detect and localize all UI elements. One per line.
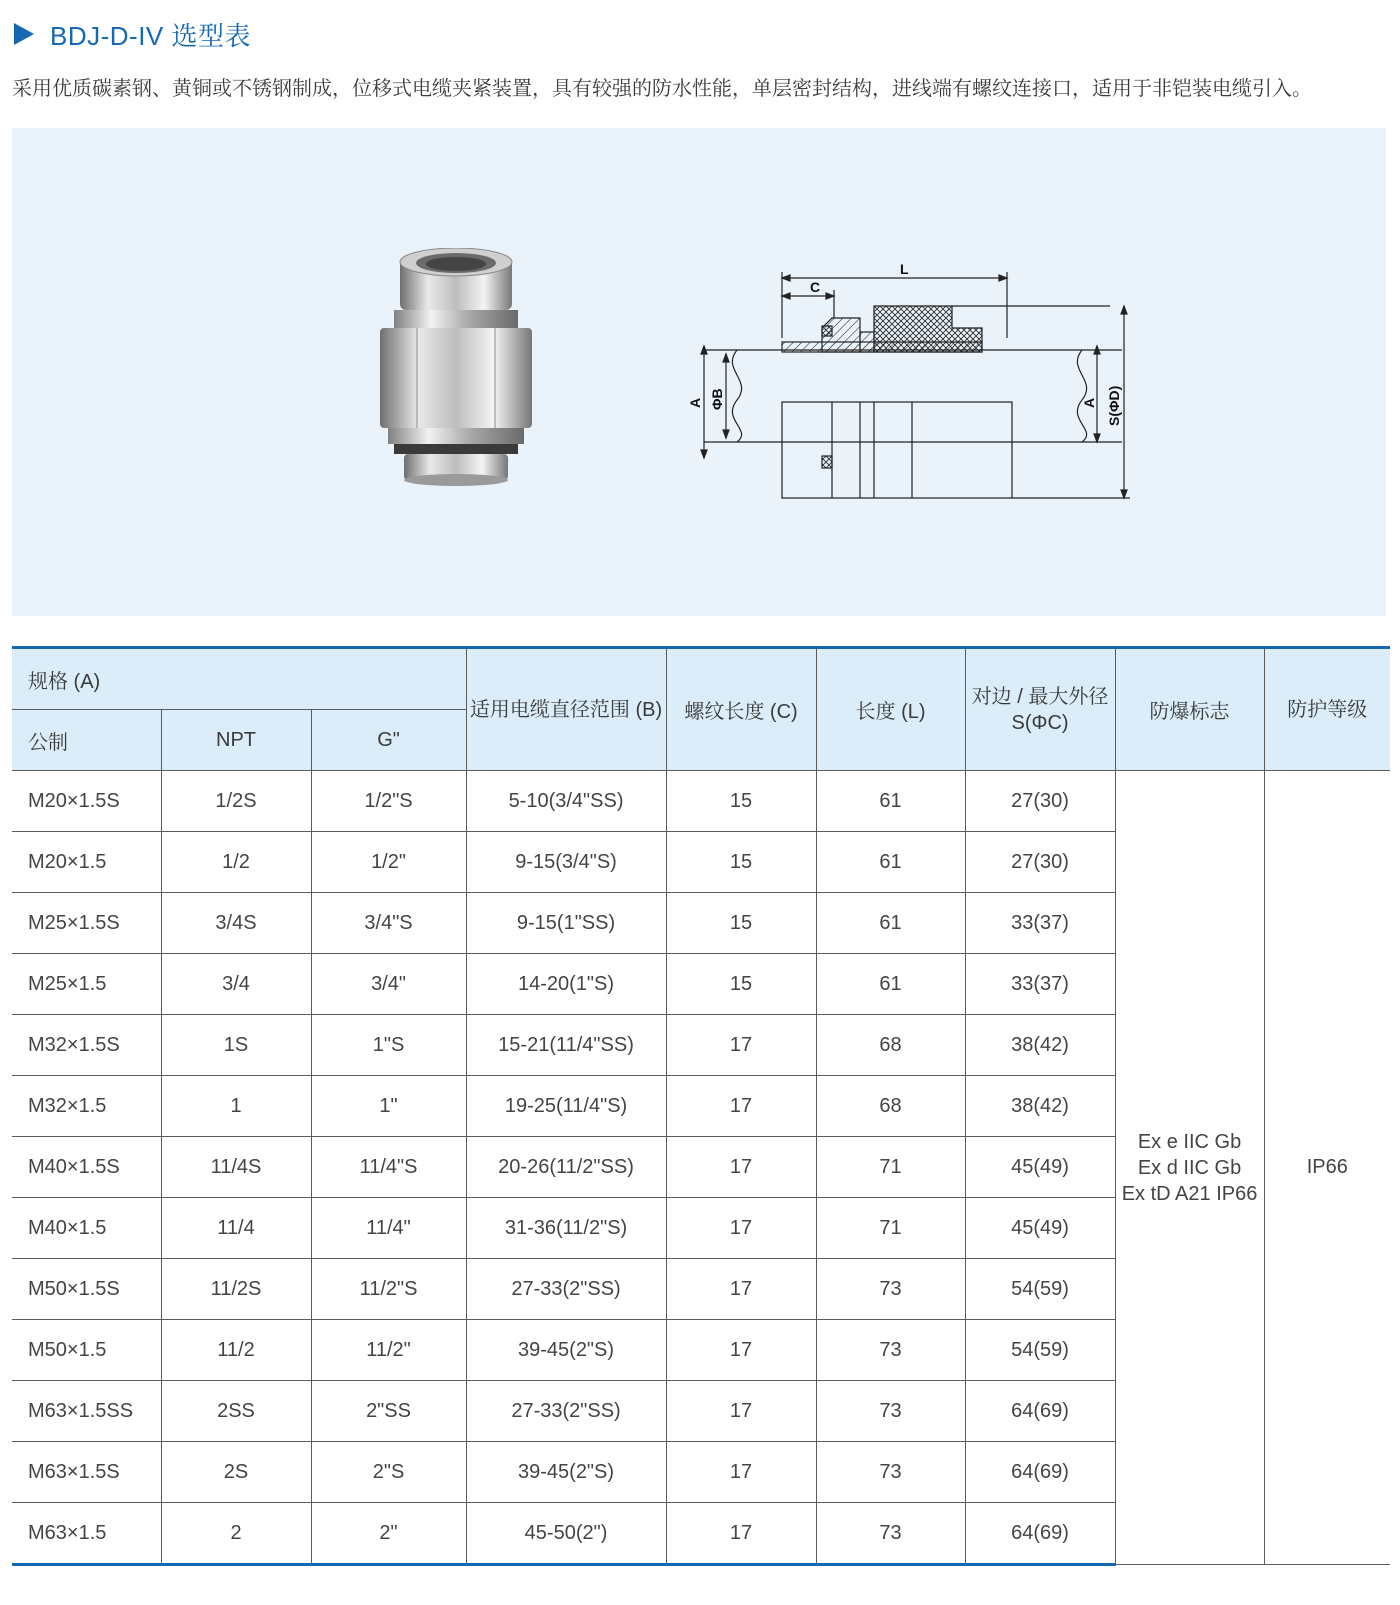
header-spec: 规格 (A) (12, 648, 466, 710)
cell-ex-mark (1115, 771, 1264, 1565)
cell-thread-length: 15 (666, 954, 816, 1015)
cell-across-flats: 64(69) (965, 1442, 1115, 1503)
cell-thread-length: 17 (666, 1015, 816, 1076)
cell-npt: 1S (161, 1015, 311, 1076)
cell-thread-length: 17 (666, 1198, 816, 1259)
product-figure-panel (12, 128, 1386, 616)
cell-across-flats: 33(37) (965, 893, 1115, 954)
label-sd: S(ΦD) (1106, 385, 1122, 426)
cell-length: 73 (816, 1381, 965, 1442)
cable-gland-photo (372, 248, 572, 508)
section-title (14, 14, 251, 54)
cell-g: 1/2"S (311, 771, 466, 832)
cell-across-flats: 33(37) (965, 954, 1115, 1015)
cell-metric: M20×1.5 (12, 832, 161, 893)
page-title: BDJ-D-IV 选型表 (50, 20, 252, 51)
header-metric: 公制 (12, 710, 161, 771)
cell-length: 73 (816, 1320, 965, 1381)
cell-metric: M32×1.5 (12, 1076, 161, 1137)
cell-length: 71 (816, 1137, 965, 1198)
cell-thread-length: 17 (666, 1137, 816, 1198)
cell-thread-length: 15 (666, 771, 816, 832)
cell-across-flats: 45(49) (965, 1137, 1115, 1198)
cell-metric: M63×1.5SS (12, 1381, 161, 1442)
cell-metric: M50×1.5S (12, 1259, 161, 1320)
cell-cable-range: 9-15(1"SS) (466, 893, 666, 954)
table-row (12, 771, 1390, 832)
cell-across-flats: 38(42) (965, 1015, 1115, 1076)
cell-metric: M63×1.5S (12, 1442, 161, 1503)
cell-npt: 3/4 (161, 954, 311, 1015)
cell-across-flats: 54(59) (965, 1259, 1115, 1320)
header-thread-length: 螺纹长度 (C) (666, 648, 816, 771)
technical-drawing (682, 258, 1162, 518)
cell-metric: M40×1.5S (12, 1137, 161, 1198)
cell-across-flats: 45(49) (965, 1198, 1115, 1259)
cell-cable-range: 39-45(2"S) (466, 1320, 666, 1381)
label-phib: ΦB (709, 388, 725, 410)
cell-across-flats: 64(69) (965, 1503, 1115, 1565)
cell-g: 3/4"S (311, 893, 466, 954)
cell-npt: 11/4 (161, 1198, 311, 1259)
cell-g: 11/4"S (311, 1137, 466, 1198)
cell-cable-range: 20-26(11/2"SS) (466, 1137, 666, 1198)
cell-g: 1" (311, 1076, 466, 1137)
cell-length: 73 (816, 1442, 965, 1503)
cell-metric: M20×1.5S (12, 771, 161, 832)
cell-g: 3/4" (311, 954, 466, 1015)
label-l: L (900, 261, 909, 277)
cell-length: 61 (816, 771, 965, 832)
cell-metric: M25×1.5 (12, 954, 161, 1015)
selection-table (12, 646, 1390, 1566)
cell-thread-length: 17 (666, 1503, 816, 1565)
ex-mark-line: Ex d IIC Gb (1137, 1156, 1242, 1179)
cell-cable-range: 15-21(11/4"SS) (466, 1015, 666, 1076)
cell-length: 61 (816, 893, 965, 954)
header-across-flats: 对边 / 最大外径 S(ΦC) (965, 648, 1115, 771)
cell-thread-length: 17 (666, 1076, 816, 1137)
cell-cable-range: 39-45(2"S) (466, 1442, 666, 1503)
cell-npt: 11/2S (161, 1259, 311, 1320)
cell-length: 73 (816, 1503, 965, 1565)
cell-thread-length: 15 (666, 893, 816, 954)
header-ex-mark: 防爆标志 (1115, 648, 1264, 771)
cell-g: 1/2" (311, 832, 466, 893)
cell-npt: 2SS (161, 1381, 311, 1442)
cell-length: 68 (816, 1015, 965, 1076)
cell-npt: 11/2 (161, 1320, 311, 1381)
cell-across-flats: 38(42) (965, 1076, 1115, 1137)
ex-mark-line: Ex tD A21 IP66 (1121, 1182, 1258, 1205)
cell-g: 2"SS (311, 1381, 466, 1442)
cell-thread-length: 15 (666, 832, 816, 893)
cell-across-flats: 27(30) (965, 832, 1115, 893)
cell-across-flats: 64(69) (965, 1381, 1115, 1442)
cell-length: 73 (816, 1259, 965, 1320)
cell-length: 61 (816, 954, 965, 1015)
header-cable-range: 适用电缆直径范围 (B) (466, 648, 666, 771)
cell-thread-length: 17 (666, 1259, 816, 1320)
cell-thread-length: 17 (666, 1381, 816, 1442)
cell-g: 11/2" (311, 1320, 466, 1381)
cell-metric: M63×1.5 (12, 1503, 161, 1565)
header-length: 长度 (L) (816, 648, 965, 771)
header-g: G" (311, 710, 466, 771)
cell-across-flats: 27(30) (965, 771, 1115, 832)
cell-cable-range: 14-20(1"S) (466, 954, 666, 1015)
cell-metric: M50×1.5 (12, 1320, 161, 1381)
cell-npt: 1 (161, 1076, 311, 1137)
cell-cable-range: 19-25(11/4"S) (466, 1076, 666, 1137)
cell-length: 71 (816, 1198, 965, 1259)
cell-cable-range: 5-10(3/4"SS) (466, 771, 666, 832)
triangle-bullet-icon (14, 23, 34, 45)
cell-metric: M25×1.5S (12, 893, 161, 954)
cell-npt: 11/4S (161, 1137, 311, 1198)
cell-npt: 1/2S (161, 771, 311, 832)
cell-g: 11/4" (311, 1198, 466, 1259)
cell-thread-length: 17 (666, 1442, 816, 1503)
cell-g: 1"S (311, 1015, 466, 1076)
cell-metric: M40×1.5 (12, 1198, 161, 1259)
cell-ip-rating: IP66 (1264, 771, 1390, 1565)
cell-cable-range: 31-36(11/2"S) (466, 1198, 666, 1259)
cell-cable-range: 45-50(2") (466, 1503, 666, 1565)
cell-g: 2" (311, 1503, 466, 1565)
cell-g: 2"S (311, 1442, 466, 1503)
cell-cable-range: 9-15(3/4"S) (466, 832, 666, 893)
cell-npt: 2 (161, 1503, 311, 1565)
cell-thread-length: 17 (666, 1320, 816, 1381)
header-npt: NPT (161, 710, 311, 771)
cell-across-flats: 54(59) (965, 1320, 1115, 1381)
cell-npt: 2S (161, 1442, 311, 1503)
cell-npt: 3/4S (161, 893, 311, 954)
cell-length: 68 (816, 1076, 965, 1137)
label-c: C (810, 279, 821, 295)
cell-metric: M32×1.5S (12, 1015, 161, 1076)
cell-cable-range: 27-33(2"SS) (466, 1259, 666, 1320)
cell-cable-range: 27-33(2"SS) (466, 1381, 666, 1442)
product-description: 采用优质碳素钢、黄铜或不锈钢制成，位移式电缆夹紧装置，具有较强的防水性能，单层密封结构，进线端有螺纹连接口，适用于非铠装电缆引入。 (12, 78, 1312, 100)
ex-mark-line: Ex e IIC Gb (1137, 1130, 1242, 1153)
header-ip-rating: 防护等级 (1264, 648, 1390, 771)
label-a-right: A (1081, 397, 1097, 408)
cell-length: 61 (816, 832, 965, 893)
label-a-left: A (687, 397, 703, 408)
cell-g: 11/2"S (311, 1259, 466, 1320)
cell-npt: 1/2 (161, 832, 311, 893)
